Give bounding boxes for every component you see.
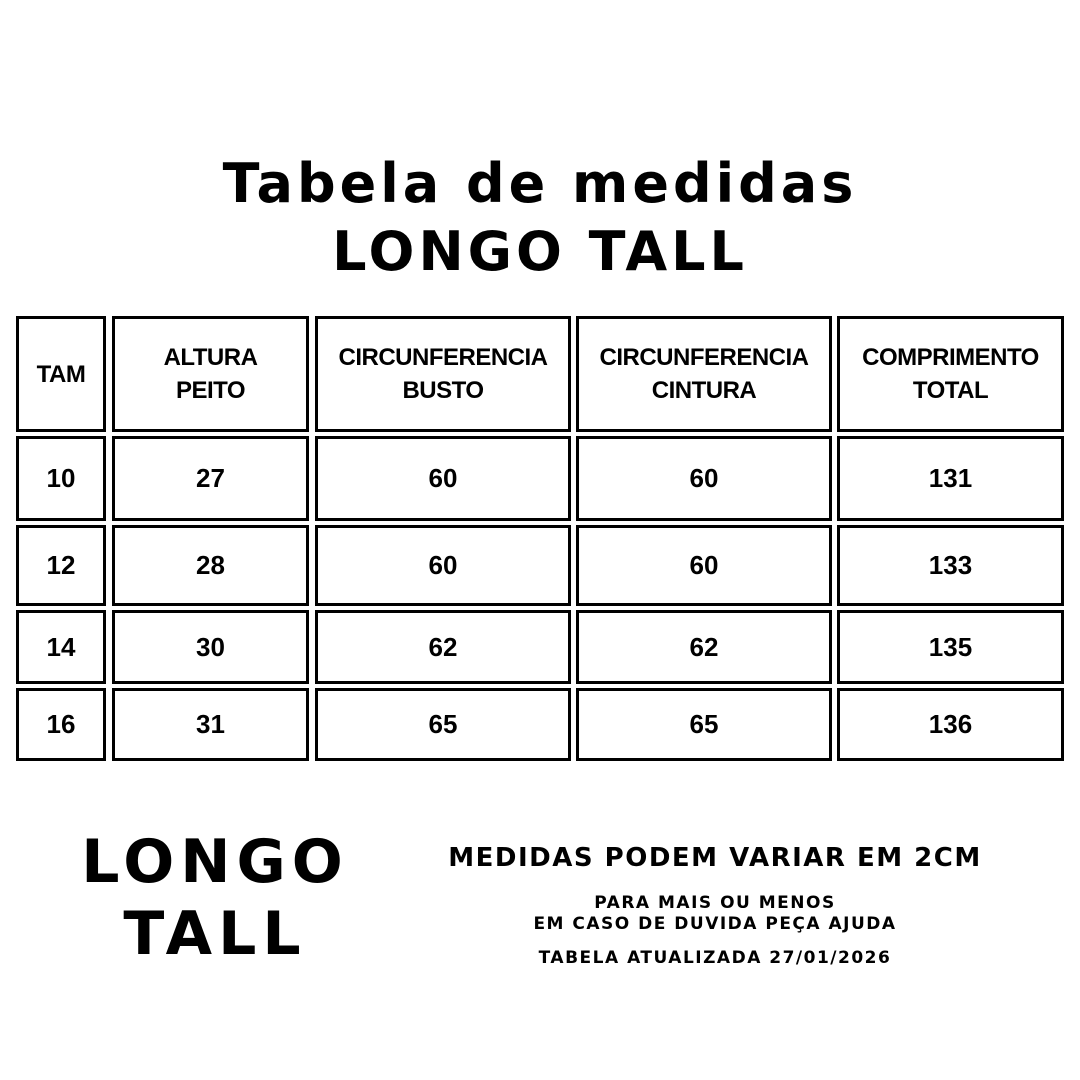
table-cell-tam: 10 [16, 436, 106, 521]
table-cell-tam: 16 [16, 688, 106, 761]
table-cell-circunferencia-busto: 60 [315, 436, 571, 521]
page-subtitle: LONGO TALL [332, 220, 748, 283]
variation-note-detail: PARA MAIS OU MENOS [594, 893, 836, 913]
column-header-comprimento-total: COMPRIMENTO TOTAL [837, 316, 1064, 432]
variation-note: MEDIDAS PODEM VARIAR EM 2CM [448, 843, 982, 873]
table-cell-comprimento-total: 133 [837, 525, 1064, 606]
column-header-tam: TAM [16, 316, 106, 432]
table-cell-circunferencia-busto: 65 [315, 688, 571, 761]
table-cell-circunferencia-busto: 60 [315, 525, 571, 606]
table-cell-comprimento-total: 135 [837, 610, 1064, 684]
table-cell-comprimento-total: 136 [837, 688, 1064, 761]
page-title: Tabela de medidas [222, 152, 858, 215]
table-cell-circunferencia-busto: 62 [315, 610, 571, 684]
brand-logo-line-2: TALL [123, 899, 307, 969]
brand-logo-line-1: LONGO [81, 827, 349, 897]
table-cell-tam: 12 [16, 525, 106, 606]
table-cell-tam: 14 [16, 610, 106, 684]
table-cell-altura-peito: 31 [112, 688, 309, 761]
table-cell-circunferencia-cintura: 62 [576, 610, 832, 684]
table-cell-circunferencia-cintura: 60 [576, 525, 832, 606]
column-header-altura-peito: ALTURA PEITO [112, 316, 309, 432]
updated-date-note: TABELA ATUALIZADA 27/01/2026 [538, 948, 892, 968]
column-header-circunferencia-cintura: CIRCUNFERENCIA CINTURA [576, 316, 832, 432]
table-cell-altura-peito: 30 [112, 610, 309, 684]
table-cell-altura-peito: 27 [112, 436, 309, 521]
table-cell-altura-peito: 28 [112, 525, 309, 606]
table-cell-circunferencia-cintura: 65 [576, 688, 832, 761]
table-cell-circunferencia-cintura: 60 [576, 436, 832, 521]
table-cell-comprimento-total: 131 [837, 436, 1064, 521]
column-header-circunferencia-busto: CIRCUNFERENCIA BUSTO [315, 316, 571, 432]
help-note: EM CASO DE DUVIDA PEÇA AJUDA [533, 914, 897, 934]
